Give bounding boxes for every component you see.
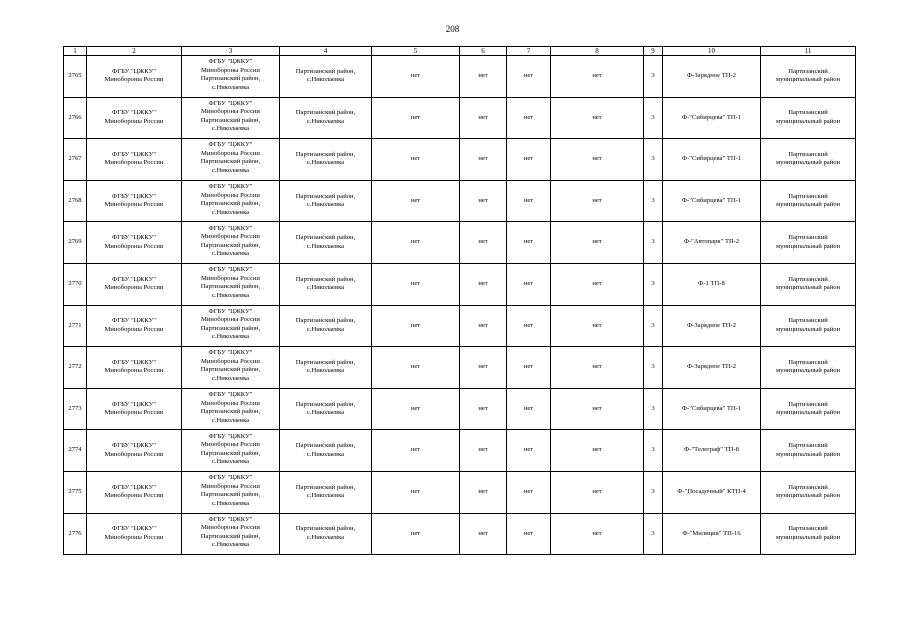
col6-text: нет	[478, 155, 488, 163]
col8-text: нет	[592, 404, 602, 412]
location-cell	[280, 222, 372, 264]
owner-cell	[87, 471, 182, 513]
col9-cell	[644, 139, 663, 181]
column-header: 11	[761, 47, 856, 56]
col8-cell	[551, 471, 644, 513]
col5-cell	[372, 139, 460, 181]
col9-text: 3	[651, 404, 655, 412]
col8-cell	[551, 56, 644, 98]
col9-text: 3	[651, 529, 655, 537]
operator-cell	[182, 180, 280, 222]
operator-text: ФГБУ "ЦЖКУ" Минобороны России Партизанский район, с.Николаевка	[200, 141, 261, 174]
owner-text: ФГБУ "ЦЖКУ" Минобороны России	[104, 358, 164, 375]
operator-cell	[182, 97, 280, 139]
col7-text: нет	[523, 404, 534, 412]
operator-cell	[182, 430, 280, 472]
column-header: 3	[182, 47, 280, 56]
operator-cell	[182, 347, 280, 389]
col7-cell	[507, 56, 551, 98]
location-cell	[280, 139, 372, 181]
col7-text: нет	[523, 196, 534, 204]
power-source-text: Ф-"Сибирцева" ТП-1	[681, 155, 742, 163]
column-header: 4	[280, 47, 372, 56]
operator-text: ФГБУ "ЦЖКУ" Минобороны России Партизанский район, с.Николаевка	[200, 99, 261, 133]
col9-cell	[644, 97, 663, 139]
col6-text: нет	[478, 238, 488, 246]
col5-text: нет	[410, 72, 421, 80]
col7-cell	[507, 347, 551, 389]
power-source-cell	[663, 471, 761, 513]
operator-cell	[182, 388, 280, 430]
district-cell	[761, 305, 856, 347]
col7-text: нет	[523, 529, 534, 537]
col5-text: нет	[410, 446, 421, 454]
operator-text: ФГБУ "ЦЖКУ" Минобороны России Партизанский район, с.Николаевка	[200, 224, 261, 258]
col9-text: 3	[651, 363, 655, 371]
col6-cell	[460, 388, 507, 430]
row-number-text: 2774	[68, 446, 82, 454]
power-source-cell	[663, 388, 761, 430]
power-source-text: Ф-Зарядное ТП-2	[686, 321, 737, 329]
col6-text: нет	[478, 487, 488, 495]
col6-cell	[460, 347, 507, 389]
location-cell	[280, 263, 372, 305]
operator-text: ФГБУ "ЦЖКУ" Минобороны России Партизанский район, с.Николаевка	[200, 391, 261, 424]
operator-cell	[182, 56, 280, 98]
col6-text: нет	[478, 446, 488, 454]
col6-text: нет	[478, 404, 488, 412]
col9-cell	[644, 56, 663, 98]
district-text: Партизанский муниципальный район	[775, 442, 841, 458]
col6-cell	[460, 513, 507, 555]
col9-text: 3	[651, 196, 655, 204]
col5-cell	[372, 305, 460, 347]
col7-cell	[507, 222, 551, 264]
col7-text: нет	[523, 238, 534, 246]
table-row	[64, 305, 856, 347]
power-source-cell	[663, 513, 761, 555]
owner-cell	[87, 56, 182, 98]
district-text: Партизанский муниципальный район	[775, 150, 841, 167]
column-header: 7	[507, 47, 551, 56]
power-source-text: Ф-"Сибирцева" ТП-1	[681, 113, 742, 121]
table-row	[64, 388, 856, 430]
district-text: Партизанский муниципальный район	[775, 358, 841, 375]
col7-text: нет	[523, 72, 534, 80]
col8-cell	[551, 97, 644, 139]
col7-text: нет	[523, 487, 534, 495]
col5-cell	[372, 471, 460, 513]
district-text: Партизанский муниципальный район	[775, 317, 841, 333]
row-number-text: 2766	[68, 113, 82, 121]
col5-cell	[372, 222, 460, 264]
col6-text: нет	[478, 113, 488, 121]
power-source-cell	[663, 97, 761, 139]
owner-cell	[87, 180, 182, 222]
operator-text: ФГБУ "ЦЖКУ" Минобороны России Партизанский район, с.Николаевка	[200, 58, 261, 91]
column-header: 2	[87, 47, 182, 56]
col5-cell	[372, 513, 460, 555]
location-text: Партизанский район, с.Николаевка	[295, 400, 356, 417]
col9-text: 3	[651, 238, 655, 246]
col5-text: нет	[410, 238, 421, 246]
district-text: Партизанский муниципальный район	[775, 67, 841, 84]
col5-text: нет	[410, 529, 421, 537]
district-text: Партизанский муниципальный район	[775, 400, 841, 417]
operator-text: ФГБУ "ЦЖКУ" Минобороны России Партизанский район, с.Николаевка	[200, 266, 261, 299]
row-number-text: 2772	[68, 363, 82, 371]
district-cell	[761, 263, 856, 305]
col6-cell	[460, 139, 507, 181]
col8-text: нет	[592, 529, 602, 537]
owner-text: ФГБУ "ЦЖКУ" Минобороны России	[104, 400, 164, 417]
col7-cell	[507, 180, 551, 222]
row-number-text: 2771	[68, 321, 82, 329]
col9-cell	[644, 347, 663, 389]
location-text: Партизанский район, с.Николаевка	[295, 109, 356, 125]
col5-cell	[372, 347, 460, 389]
table-row	[64, 56, 856, 98]
district-cell	[761, 139, 856, 181]
power-source-cell	[663, 222, 761, 264]
col7-cell	[507, 139, 551, 181]
power-source-cell	[663, 305, 761, 347]
power-source-cell	[663, 347, 761, 389]
operator-cell	[182, 222, 280, 264]
col9-text: 3	[651, 113, 655, 121]
row-number-cell	[64, 222, 87, 264]
row-number-text: 2769	[68, 238, 82, 246]
owner-cell	[87, 263, 182, 305]
owner-text: ФГБУ "ЦЖКУ" Минобороны России	[104, 150, 164, 167]
owner-text: ФГБУ "ЦЖКУ" Минобороны России	[104, 317, 164, 333]
col6-text: нет	[478, 196, 488, 204]
col8-cell	[551, 222, 644, 264]
district-cell	[761, 180, 856, 222]
power-source-text: Ф-"Сибирцева" ТП-1	[681, 404, 742, 412]
header-row	[64, 47, 856, 56]
owner-cell	[87, 139, 182, 181]
location-cell	[280, 97, 372, 139]
col5-text: нет	[410, 404, 421, 412]
location-cell	[280, 430, 372, 472]
operator-cell	[182, 513, 280, 555]
col7-text: нет	[523, 155, 534, 163]
location-cell	[280, 388, 372, 430]
location-text: Партизанский район, с.Николаевка	[295, 525, 356, 541]
col8-text: нет	[592, 72, 602, 80]
col8-cell	[551, 347, 644, 389]
col9-cell	[644, 180, 663, 222]
power-source-text: Ф-"Телеграф" ТП-8	[684, 446, 739, 454]
column-header: 5	[372, 47, 460, 56]
col9-text: 3	[651, 446, 655, 454]
location-text: Партизанский район, с.Николаевка	[295, 358, 356, 375]
col7-cell	[507, 513, 551, 555]
col8-cell	[551, 430, 644, 472]
col6-cell	[460, 305, 507, 347]
district-cell	[761, 388, 856, 430]
column-header: 6	[460, 47, 507, 56]
operator-text: ФГБУ "ЦЖКУ" Минобороны России Партизанский район, с.Николаевка	[200, 474, 261, 507]
col5-text: нет	[410, 321, 421, 329]
power-source-text: Ф-"Посадочный" КТП-4	[677, 487, 746, 495]
owner-cell	[87, 347, 182, 389]
district-cell	[761, 471, 856, 513]
power-source-cell	[663, 139, 761, 181]
col7-text: нет	[523, 446, 534, 454]
owner-cell	[87, 430, 182, 472]
table-row	[64, 222, 856, 264]
column-header: 8	[551, 47, 644, 56]
col8-cell	[551, 263, 644, 305]
col6-cell	[460, 430, 507, 472]
row-number-text: 2776	[68, 529, 82, 537]
col7-cell	[507, 388, 551, 430]
col6-cell	[460, 263, 507, 305]
col7-cell	[507, 430, 551, 472]
location-cell	[280, 513, 372, 555]
col7-text: нет	[523, 363, 534, 371]
col7-text: нет	[523, 280, 534, 288]
owner-cell	[87, 97, 182, 139]
owner-cell	[87, 513, 182, 555]
col9-text: 3	[651, 280, 655, 288]
row-number-text: 2773	[68, 404, 82, 412]
power-source-text: Ф-"Сибирцева" ТП-1	[681, 196, 742, 204]
col9-cell	[644, 263, 663, 305]
col8-text: нет	[592, 363, 602, 371]
col8-text: нет	[592, 238, 602, 246]
registry-table	[63, 46, 856, 555]
owner-text: ФГБУ "ЦЖКУ" Минобороны России	[104, 275, 164, 292]
col5-text: нет	[410, 113, 421, 121]
row-number-cell	[64, 263, 87, 305]
table-row	[64, 471, 856, 513]
col9-text: 3	[651, 155, 655, 163]
col8-cell	[551, 180, 644, 222]
col6-text: нет	[478, 363, 488, 371]
col5-cell	[372, 388, 460, 430]
owner-text: ФГБУ "ЦЖКУ" Минобороны России	[104, 483, 164, 500]
col5-cell	[372, 180, 460, 222]
table-row	[64, 513, 856, 555]
col5-text: нет	[410, 155, 421, 163]
power-source-cell	[663, 180, 761, 222]
district-cell	[761, 97, 856, 139]
operator-text: ФГБУ "ЦЖКУ" Минобороны России Партизанский район, с.Николаевка	[200, 307, 261, 341]
operator-cell	[182, 471, 280, 513]
column-header: 10	[663, 47, 761, 56]
power-source-cell	[663, 56, 761, 98]
column-header: 1	[64, 47, 87, 56]
col9-cell	[644, 222, 663, 264]
col6-cell	[460, 180, 507, 222]
operator-cell	[182, 305, 280, 347]
owner-cell	[87, 222, 182, 264]
col7-cell	[507, 305, 551, 347]
page-number: 208	[445, 24, 460, 34]
col8-text: нет	[592, 487, 602, 495]
row-number-text: 2765	[68, 72, 82, 80]
row-number-cell	[64, 388, 87, 430]
location-cell	[280, 56, 372, 98]
power-source-text: Ф-Зарядное ТП-2	[686, 72, 737, 80]
col7-text: нет	[523, 113, 534, 121]
col9-text: 3	[651, 487, 655, 495]
owner-cell	[87, 305, 182, 347]
location-cell	[280, 471, 372, 513]
row-number-text: 2770	[68, 280, 82, 288]
row-number-text: 2767	[68, 155, 82, 163]
owner-text: ФГБУ "ЦЖКУ" Минобороны России	[104, 67, 164, 84]
col5-text: нет	[410, 196, 421, 204]
location-text: Партизанский район, с.Николаевка	[295, 150, 356, 167]
row-number-text: 2768	[68, 196, 82, 204]
district-cell	[761, 513, 856, 555]
table-row	[64, 180, 856, 222]
col9-cell	[644, 430, 663, 472]
col6-cell	[460, 222, 507, 264]
location-text: Партизанский район, с.Николаевка	[295, 317, 356, 333]
owner-text: ФГБУ "ЦЖКУ" Минобороны России	[104, 442, 164, 458]
district-text: Партизанский муниципальный район	[775, 109, 841, 125]
col7-cell	[507, 97, 551, 139]
col6-cell	[460, 471, 507, 513]
col5-cell	[372, 263, 460, 305]
col7-cell	[507, 471, 551, 513]
col9-text: 3	[651, 321, 655, 329]
col5-text: нет	[410, 280, 421, 288]
table-row	[64, 97, 856, 139]
location-cell	[280, 180, 372, 222]
col9-cell	[644, 513, 663, 555]
col9-cell	[644, 305, 663, 347]
location-text: Партизанский район, с.Николаевка	[295, 192, 356, 209]
power-source-cell	[663, 263, 761, 305]
location-text: Партизанский район, с.Николаевка	[295, 275, 356, 292]
operator-text: ФГБУ "ЦЖКУ" Минобороны России Партизанский район, с.Николаевка	[200, 349, 261, 382]
col8-cell	[551, 305, 644, 347]
power-source-cell	[663, 430, 761, 472]
table-body	[64, 56, 856, 555]
col6-text: нет	[478, 72, 488, 80]
row-number-cell	[64, 97, 87, 139]
power-source-text: Ф-Зарядное ТП-2	[686, 363, 737, 371]
district-text: Партизанский муниципальный район	[775, 525, 841, 541]
operator-text: ФГБУ "ЦЖКУ" Минобороны России Партизанский район, с.Николаевка	[200, 515, 261, 549]
col8-text: нет	[592, 155, 602, 163]
col7-cell	[507, 263, 551, 305]
col6-text: нет	[478, 280, 488, 288]
operator-cell	[182, 263, 280, 305]
col8-text: нет	[592, 321, 602, 329]
owner-text: ФГБУ "ЦЖКУ" Минобороны России	[104, 525, 164, 541]
col6-cell	[460, 97, 507, 139]
district-cell	[761, 430, 856, 472]
operator-cell	[182, 139, 280, 181]
power-source-text: Ф-"Милиция" ТП-16	[682, 529, 741, 537]
col9-text: 3	[651, 72, 655, 80]
col8-cell	[551, 388, 644, 430]
col7-text: нет	[523, 321, 534, 329]
table-row	[64, 139, 856, 181]
col6-text: нет	[478, 529, 488, 537]
location-cell	[280, 305, 372, 347]
col6-text: нет	[478, 321, 488, 329]
row-number-cell	[64, 430, 87, 472]
col5-cell	[372, 97, 460, 139]
district-text: Партизанский муниципальный район	[775, 275, 841, 292]
col5-text: нет	[410, 487, 421, 495]
col8-cell	[551, 139, 644, 181]
table-row	[64, 347, 856, 389]
row-number-cell	[64, 180, 87, 222]
col8-cell	[551, 513, 644, 555]
row-number-text: 2775	[68, 487, 82, 495]
col9-cell	[644, 388, 663, 430]
row-number-cell	[64, 56, 87, 98]
power-source-text: Ф-"Автопарк" ТП-2	[683, 238, 740, 246]
col9-cell	[644, 471, 663, 513]
location-cell	[280, 347, 372, 389]
district-cell	[761, 347, 856, 389]
owner-text: ФГБУ "ЦЖКУ" Минобороны России	[104, 192, 164, 209]
table-row	[64, 430, 856, 472]
column-header: 9	[644, 47, 663, 56]
row-number-cell	[64, 139, 87, 181]
operator-text: ФГБУ "ЦЖКУ" Минобороны России Партизанский район, с.Николаевка	[200, 432, 261, 466]
col8-text: нет	[592, 113, 602, 121]
location-text: Партизанский район, с.Николаевка	[295, 483, 356, 500]
owner-cell	[87, 388, 182, 430]
col5-cell	[372, 56, 460, 98]
col8-text: нет	[592, 446, 602, 454]
location-text: Партизанский район, с.Николаевка	[295, 67, 356, 84]
row-number-cell	[64, 513, 87, 555]
power-source-text: Ф-1 ТП-8	[698, 280, 725, 288]
location-text: Партизанский район, с.Николаевка	[295, 234, 356, 250]
col5-cell	[372, 430, 460, 472]
row-number-cell	[64, 347, 87, 389]
district-text: Партизанский муниципальный район	[775, 234, 841, 250]
col6-cell	[460, 56, 507, 98]
district-text: Партизанский муниципальный район	[775, 483, 841, 500]
district-text: Партизанский муниципальный район	[775, 192, 841, 209]
district-cell	[761, 56, 856, 98]
location-text: Партизанский район, с.Николаевка	[295, 442, 356, 458]
owner-text: ФГБУ "ЦЖКУ" Минобороны России	[104, 234, 164, 250]
row-number-cell	[64, 471, 87, 513]
district-cell	[761, 222, 856, 264]
owner-text: ФГБУ "ЦЖКУ" Минобороны России	[104, 109, 164, 125]
col8-text: нет	[592, 196, 602, 204]
table-row	[64, 263, 856, 305]
operator-text: ФГБУ "ЦЖКУ" Минобороны России Партизанский район, с.Николаевка	[200, 183, 261, 216]
col5-text: нет	[410, 363, 421, 371]
col8-text: нет	[592, 280, 602, 288]
row-number-cell	[64, 305, 87, 347]
